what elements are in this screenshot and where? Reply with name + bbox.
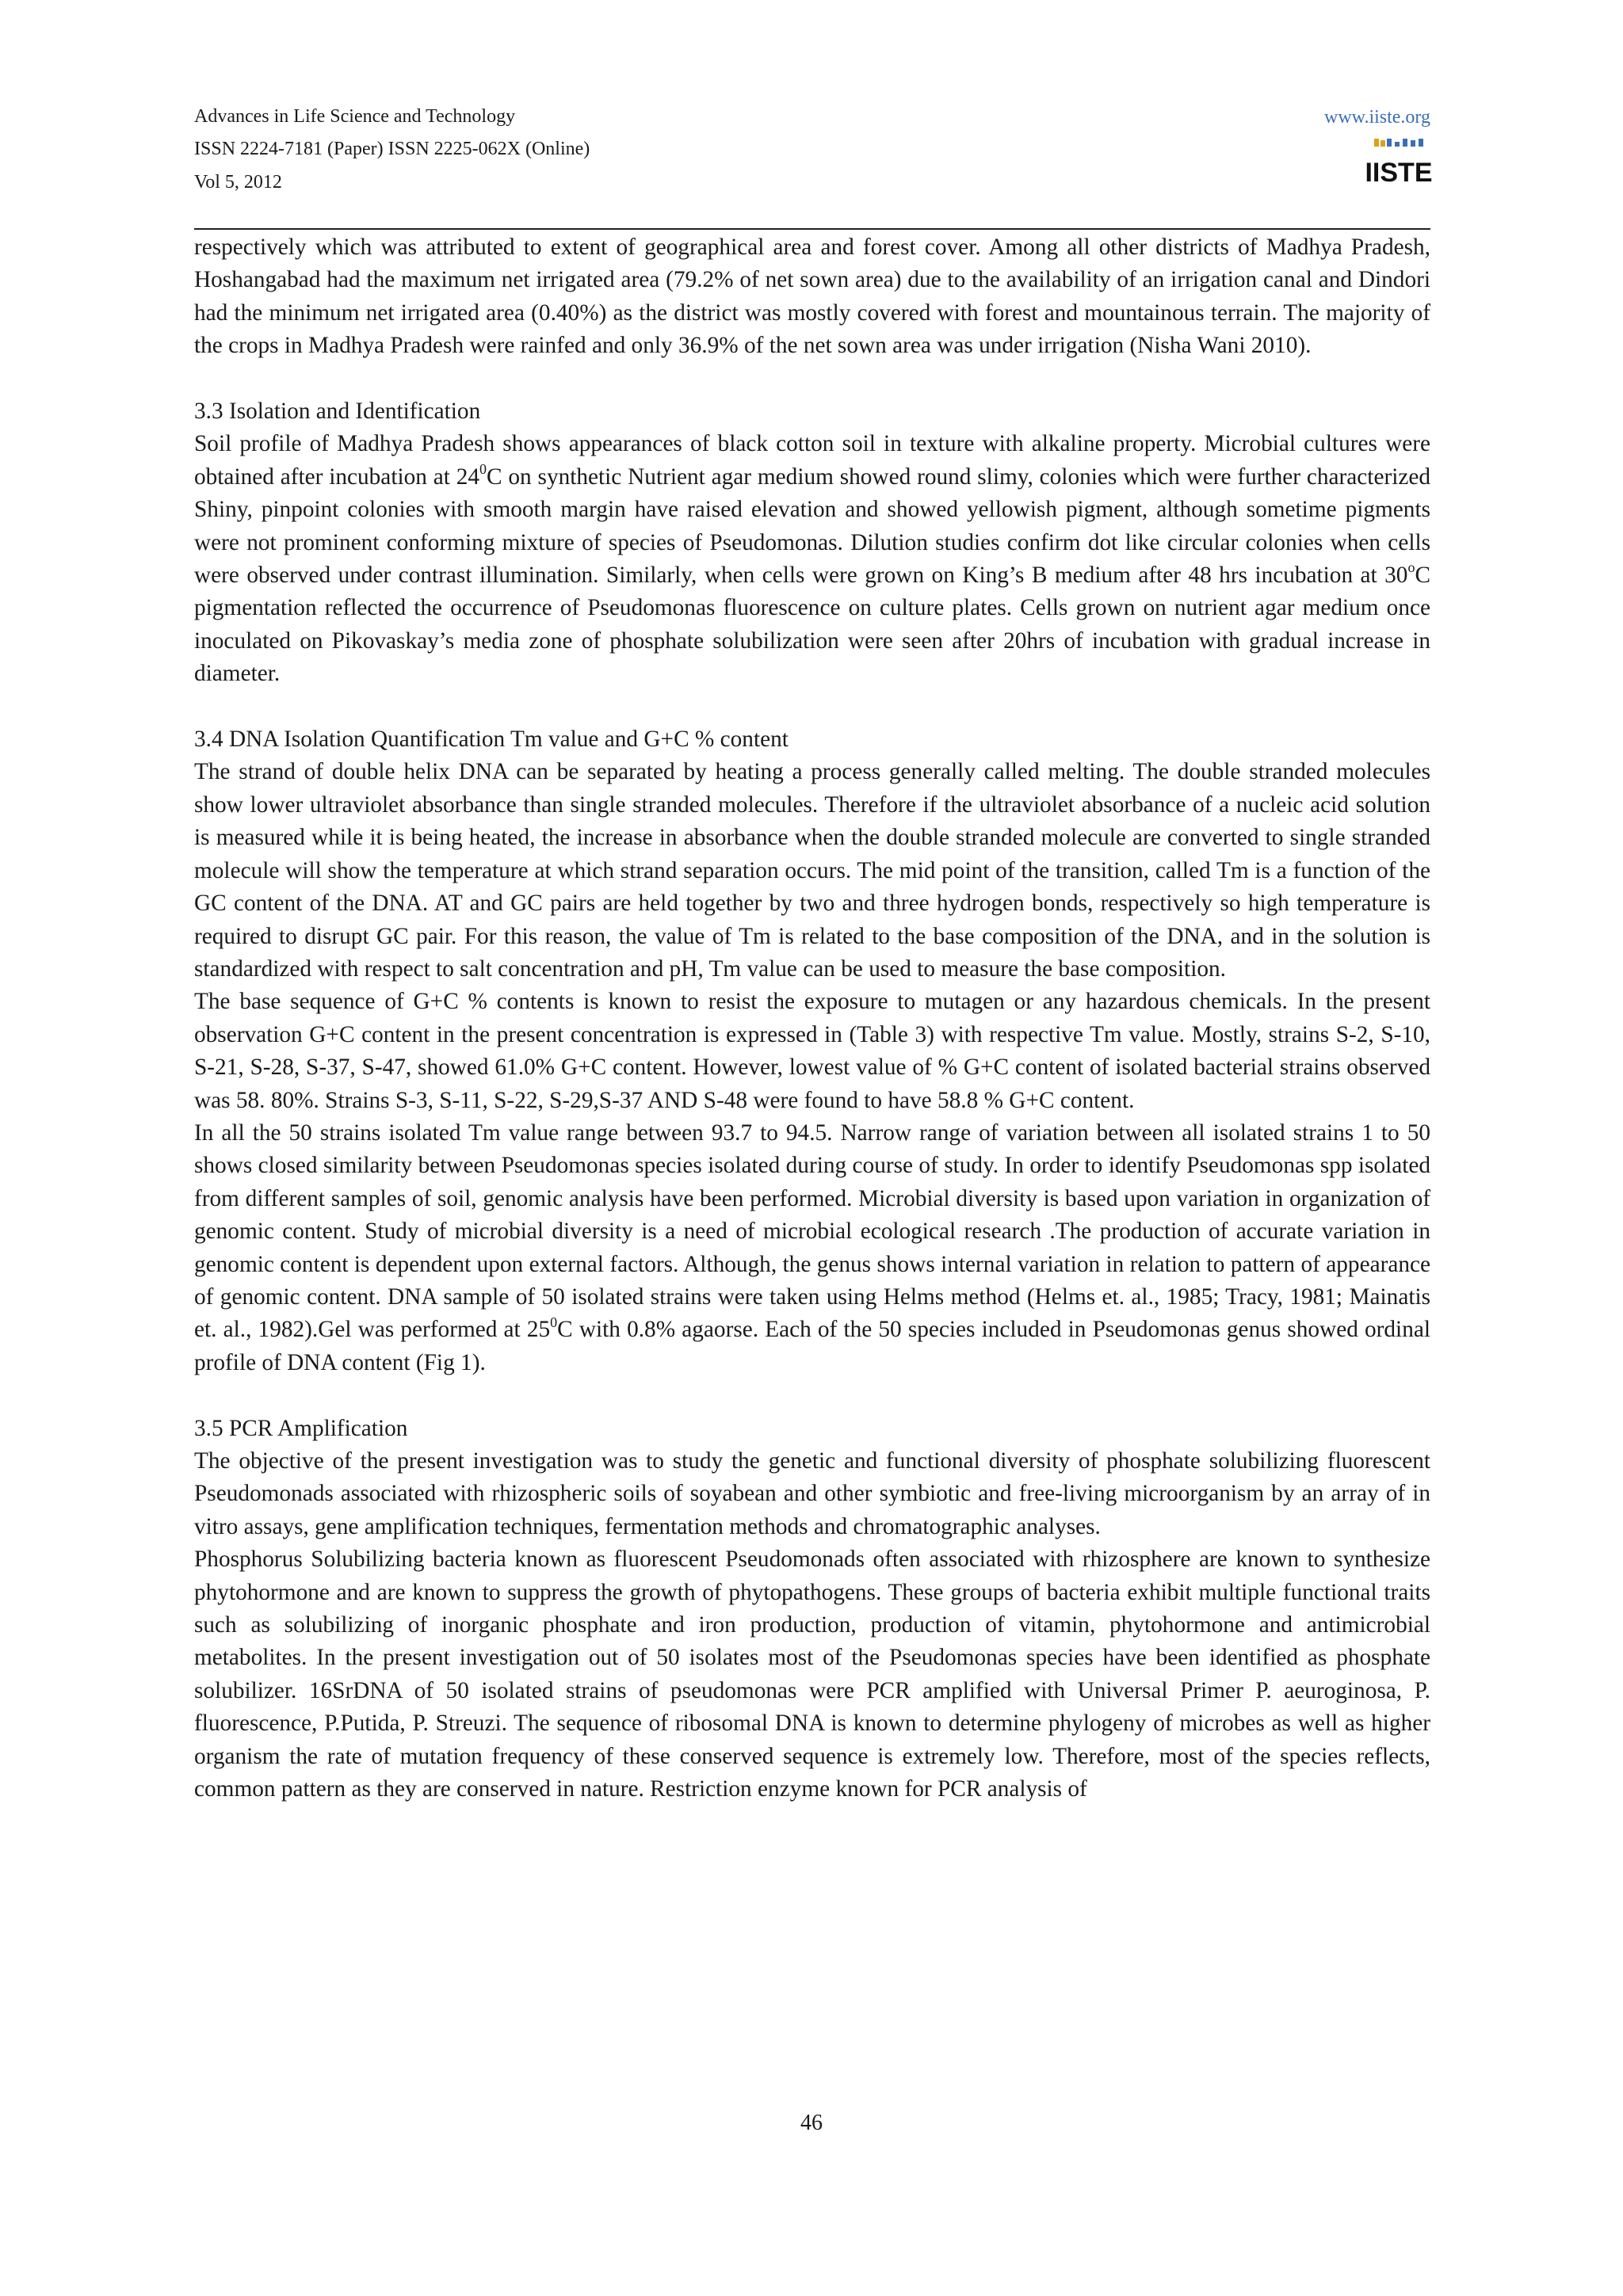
intro-paragraph: respectively which was attributed to extent of geographical area and forest cover. Among all other districts of Madhya Pradesh, Hoshangabad had the maximum net irrigated area (79.2% of net sown area) due to the availability of an irrigation canal and Dindori had the minimum net irrigated area (0.40%) as the district was mostly covered with forest and mountainous terrain. The majority of the crops in Madhya Pradesh were rainfed and only 36.9% of the net sown area was under irrigation (Nisha Wani 2010). — [194, 235, 1430, 359]
text-run: In all the 50 strains isolated Tm value range between 93.7 to 94.5. Narrow range of variation between all isolated strains 1 to 50 shows closed similarity between Pseudomonas species isolated during course of study. In order to identify Pseudomonas spp isolated from different samples of soil, genomic analysis have been performed. Microbial diversity is based upon variation in organization of genomic content. Study of microbial diversity is a need of microbial ecological research .The production of accurate variation in genomic content is dependent upon external factors. Although, the genus shows internal variation in relation to pattern of appearance of genomic content. DNA sample of 50 isolated strains were taken using Helms method (Helms et. al., 1985; Tracy, 1981; Mainatis et. al., 1982).Gel was performed at 25 — [194, 1119, 1430, 1343]
journal-url[interactable]: www.iiste.org — [1324, 107, 1430, 128]
section-3-4-paragraph-2: The base sequence of G+C % contents is known to resist the exposure to mutagen or any hazardous chemicals. In the present observation G+C content in the present concentration is expressed in (Table 3) with respective Tm value. Mostly, strains S-2, S-10, S-21, S-28, S-37, S-47, showed 61.0% G+C content. However, lowest value of % G+C content of isolated bacterial strains observed was 58. 80%. Strains S-3, S-11, S-22, S-29,S-37 AND S-48 were found to have 58.8 % G+C content. — [194, 989, 1430, 1113]
superscript: o — [1407, 559, 1415, 576]
section-3-4-paragraph-3 — [194, 1117, 1430, 1379]
section-heading-3-3: 3.3 Isolation and Identification — [194, 399, 481, 425]
section-heading-3-4: 3.4 DNA Isolation Quantification Tm value and G+C % content — [194, 727, 789, 753]
text-run: C pigmentation reflected the occurrence of Pseudomonas fluorescence on culture plates. Cells grown on nutrient agar medium once inoculated on Pikovaskay’s media zone of phosphate solubilization were seen after 20hrs of incubation with gradual increase in diameter. — [194, 563, 1430, 687]
section-3-4-paragraph-1: The strand of double helix DNA can be separated by heating a process generally called melting. The double stranded molecules show lower ultraviolet absorbance than single stranded molecules. Therefore if the ultraviolet absorbance of a nucleic acid solution is measured while it is being heated, the increase in absorbance when the double stranded molecule are converted to single stranded molecule will show the temperature at which strand separation occurs. The mid point of the transition, called Tm is a function of the GC content of the DNA. AT and GC pairs are held together by two and three hydrogen bonds, respectively so high temperature is required to disrupt GC pair. For this reason, the value of Tm is related to the base composition of the DNA, and in the solution is standardized with respect to salt concentration and pH, Tm value can be used to measure the base composition. — [194, 759, 1430, 982]
superscript: 0 — [479, 461, 487, 478]
text-run: Soil profile of Madhya Pradesh shows appearances of black cotton soil in texture with alkaline property. Microbial cultures were obtained after incubation at 24 — [194, 431, 1430, 490]
issn-line: ISSN 2224-7181 (Paper) ISSN 2225-062X (Online) — [194, 139, 590, 159]
iiste-logo — [1365, 137, 1433, 188]
text-run: C with 0.8% agaorse. Each of the 50 species included in Pseudomonas genus showed ordinal profile of DNA content (Fig 1). — [194, 1317, 1430, 1375]
header-rule — [194, 228, 1430, 230]
text-run: C on synthetic Nutrient agar medium showed round slimy, colonies which were further characterized Shiny, pinpoint colonies with smooth margin have raised elevation and showed yellowish pigment, although sometime pigments were not prominent conforming mixture of species of Pseudomonas. Dilution studies confirm dot like circular colonies when cells were observed under contrast illumination. Similarly, when cells were grown on King’s B medium after 48 hrs incubation at 30 — [194, 463, 1430, 589]
volume-line: Vol 5, 2012 — [194, 172, 282, 193]
body-text — [194, 231, 1430, 1806]
section-3-5-paragraph-1: The objective of the present investigation was to study the genetic and functional diversity of phosphate solubilizing fluorescent Pseudomonads associated with rhizospheric soils of soyabean and other symbiotic and free-living microorganism by an array of in vitro assays, gene amplification techniques, fermentation methods and chromatographic analyses. — [194, 1447, 1430, 1539]
section-heading-3-5: 3.5 PCR Amplification — [194, 1415, 408, 1441]
logo-text: IISTE — [1365, 158, 1433, 188]
section-3-5-paragraph-2: Phosphorus Solubilizing bacteria known as fluorescent Pseudomonads often associated with rhizosphere are known to synthesize phytohormone and are known to suppress the growth of phytopathogens. These groups of bacteria exhibit multiple functional traits such as solubilizing of inorganic phosphate and iron production, production of vitamin, phytohormone and antimicrobial metabolites. In the present investigation out of 50 isolates most of the Pseudomonas species have been identified as phosphate solubilizer. 16SrDNA of 50 isolated strains of pseudomonas were PCR amplified with Universal Primer P. aeuroginosa, P. fluorescence, P.Putida, P. Streuzi. The sequence of ribosomal DNA is known to determine phylogeny of microbes as well as higher organism the rate of mutation frequency of these conserved sequence is extremely low. Therefore, most of the species reflects, common pattern as they are conserved in nature. Restriction enzyme known for PCR analysis of — [194, 1547, 1430, 1802]
section-3-3-paragraph — [194, 428, 1430, 690]
page-header — [194, 101, 1433, 228]
superscript: 0 — [550, 1314, 558, 1330]
page-number: 46 — [800, 2111, 823, 2135]
journal-title: Advances in Life Science and Technology — [194, 106, 516, 127]
